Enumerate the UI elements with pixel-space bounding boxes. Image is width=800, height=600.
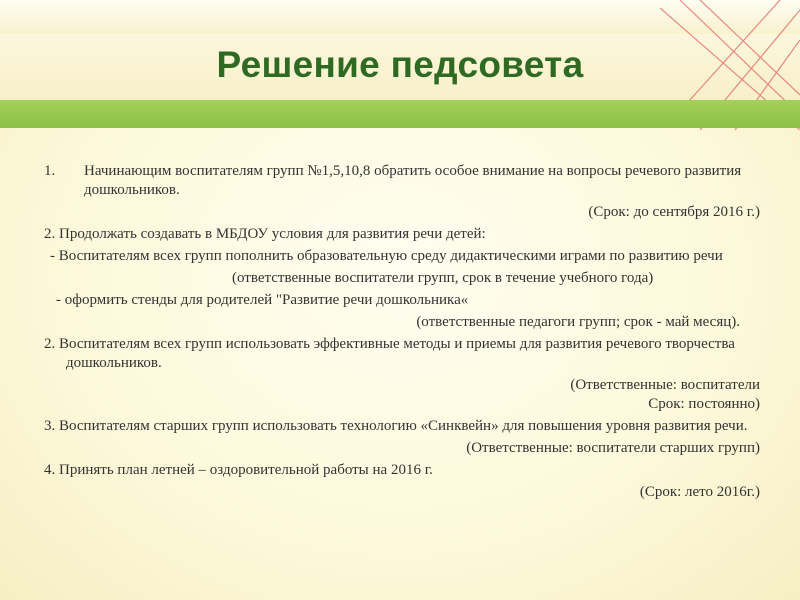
list-item: 2. Продолжать создавать в МБДОУ условия для развития речи детей: <box>44 226 486 242</box>
item-text: Начинающим воспитателям групп №1,5,10,8 обратить особое внимание на вопросы речевого развития дошкольников. <box>84 163 742 198</box>
sub-item-responsible: (ответственные педагоги групп; срок - май месяц). <box>416 314 740 330</box>
page-title: Решение педсовета <box>216 44 584 85</box>
item-responsible: (Ответственные: воспитатели <box>570 377 760 393</box>
item-deadline: Срок: постоянно) <box>648 396 760 412</box>
item-responsible: (Ответственные: воспитатели старших групп) <box>466 440 760 456</box>
decision-list <box>44 162 760 502</box>
list-item: 3. Воспитателям старших групп использовать технологию «Синквейн» для повышения уровня развития речи. <box>44 418 748 434</box>
item-number: 1. <box>44 163 56 179</box>
item-deadline: (Срок: лето 2016г.) <box>639 484 760 500</box>
list-item: 4. Принять план летней – оздоровительной работы на 2016 г. <box>44 462 433 478</box>
sub-item-responsible: (ответственные воспитатели групп, срок в течение учебного года) <box>232 270 654 286</box>
sub-item: - оформить стенды для родителей "Развитие речи дошкольника« <box>56 292 469 308</box>
accent-bar <box>0 100 800 128</box>
item-deadline: (Срок: до сентября 2016 г.) <box>588 204 760 220</box>
list-item: 2. Воспитателям всех групп использовать эффективные методы и приемы для развития речевого творчества дошкольников. <box>44 336 735 371</box>
list-item <box>44 162 760 200</box>
sub-item: - Воспитателям всех групп пополнить образовательную среду дидактическими играми по развитию речи <box>50 248 723 264</box>
